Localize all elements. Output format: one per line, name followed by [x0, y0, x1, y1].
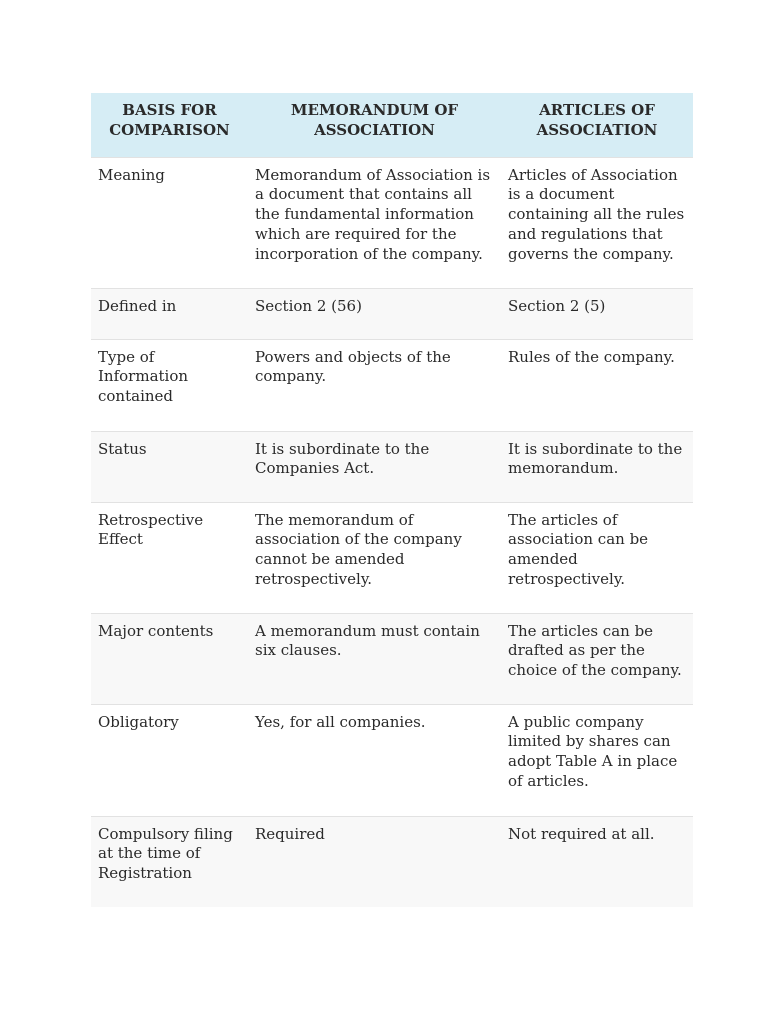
cell-articles: Articles of Association is a document containing all the rules and regulations that governs the company. — [501, 157, 693, 288]
cell-basis: Type of Information contained — [91, 339, 248, 431]
cell-memorandum: Section 2 (56) — [248, 288, 501, 339]
table-row — [91, 613, 693, 704]
cell-articles: A public company limited by shares can adopt Table A in place of articles. — [501, 704, 693, 816]
comparison-table-container — [91, 93, 693, 907]
cell-articles: The articles of association can be amended retrospectively. — [501, 502, 693, 613]
cell-articles: Not required at all. — [501, 816, 693, 907]
cell-basis: Obligatory — [91, 704, 248, 816]
comparison-table — [91, 93, 693, 907]
table-header — [91, 93, 693, 157]
cell-basis: Defined in — [91, 288, 248, 339]
header-row — [91, 93, 693, 157]
table-row — [91, 339, 693, 431]
cell-basis: Retrospective Effect — [91, 502, 248, 613]
table-body — [91, 157, 693, 907]
header-articles: ARTICLES OF ASSOCIATION — [501, 93, 693, 157]
cell-memorandum: Yes, for all companies. — [248, 704, 501, 816]
table-row — [91, 288, 693, 339]
cell-memorandum: A memorandum must contain six clauses. — [248, 613, 501, 704]
cell-basis: Major contents — [91, 613, 248, 704]
cell-memorandum: The memorandum of association of the company cannot be amended retrospectively. — [248, 502, 501, 613]
cell-memorandum: Required — [248, 816, 501, 907]
cell-articles: It is subordinate to the memorandum. — [501, 431, 693, 502]
cell-memorandum: Powers and objects of the company. — [248, 339, 501, 431]
table-row — [91, 157, 693, 288]
cell-articles: The articles can be drafted as per the choice of the company. — [501, 613, 693, 704]
cell-basis: Compulsory filing at the time of Registration — [91, 816, 248, 907]
header-memorandum: MEMORANDUM OF ASSOCIATION — [248, 93, 501, 157]
cell-articles: Section 2 (5) — [501, 288, 693, 339]
table-row — [91, 704, 693, 816]
cell-memorandum: It is subordinate to the Companies Act. — [248, 431, 501, 502]
table-row — [91, 816, 693, 907]
cell-basis: Meaning — [91, 157, 248, 288]
header-basis: BASIS FOR COMPARISON — [91, 93, 248, 157]
cell-basis: Status — [91, 431, 248, 502]
table-row — [91, 502, 693, 613]
table-row — [91, 431, 693, 502]
cell-memorandum: Memorandum of Association is a document that contains all the fundamental information which are required for the incorporation of the company. — [248, 157, 501, 288]
cell-articles: Rules of the company. — [501, 339, 693, 431]
